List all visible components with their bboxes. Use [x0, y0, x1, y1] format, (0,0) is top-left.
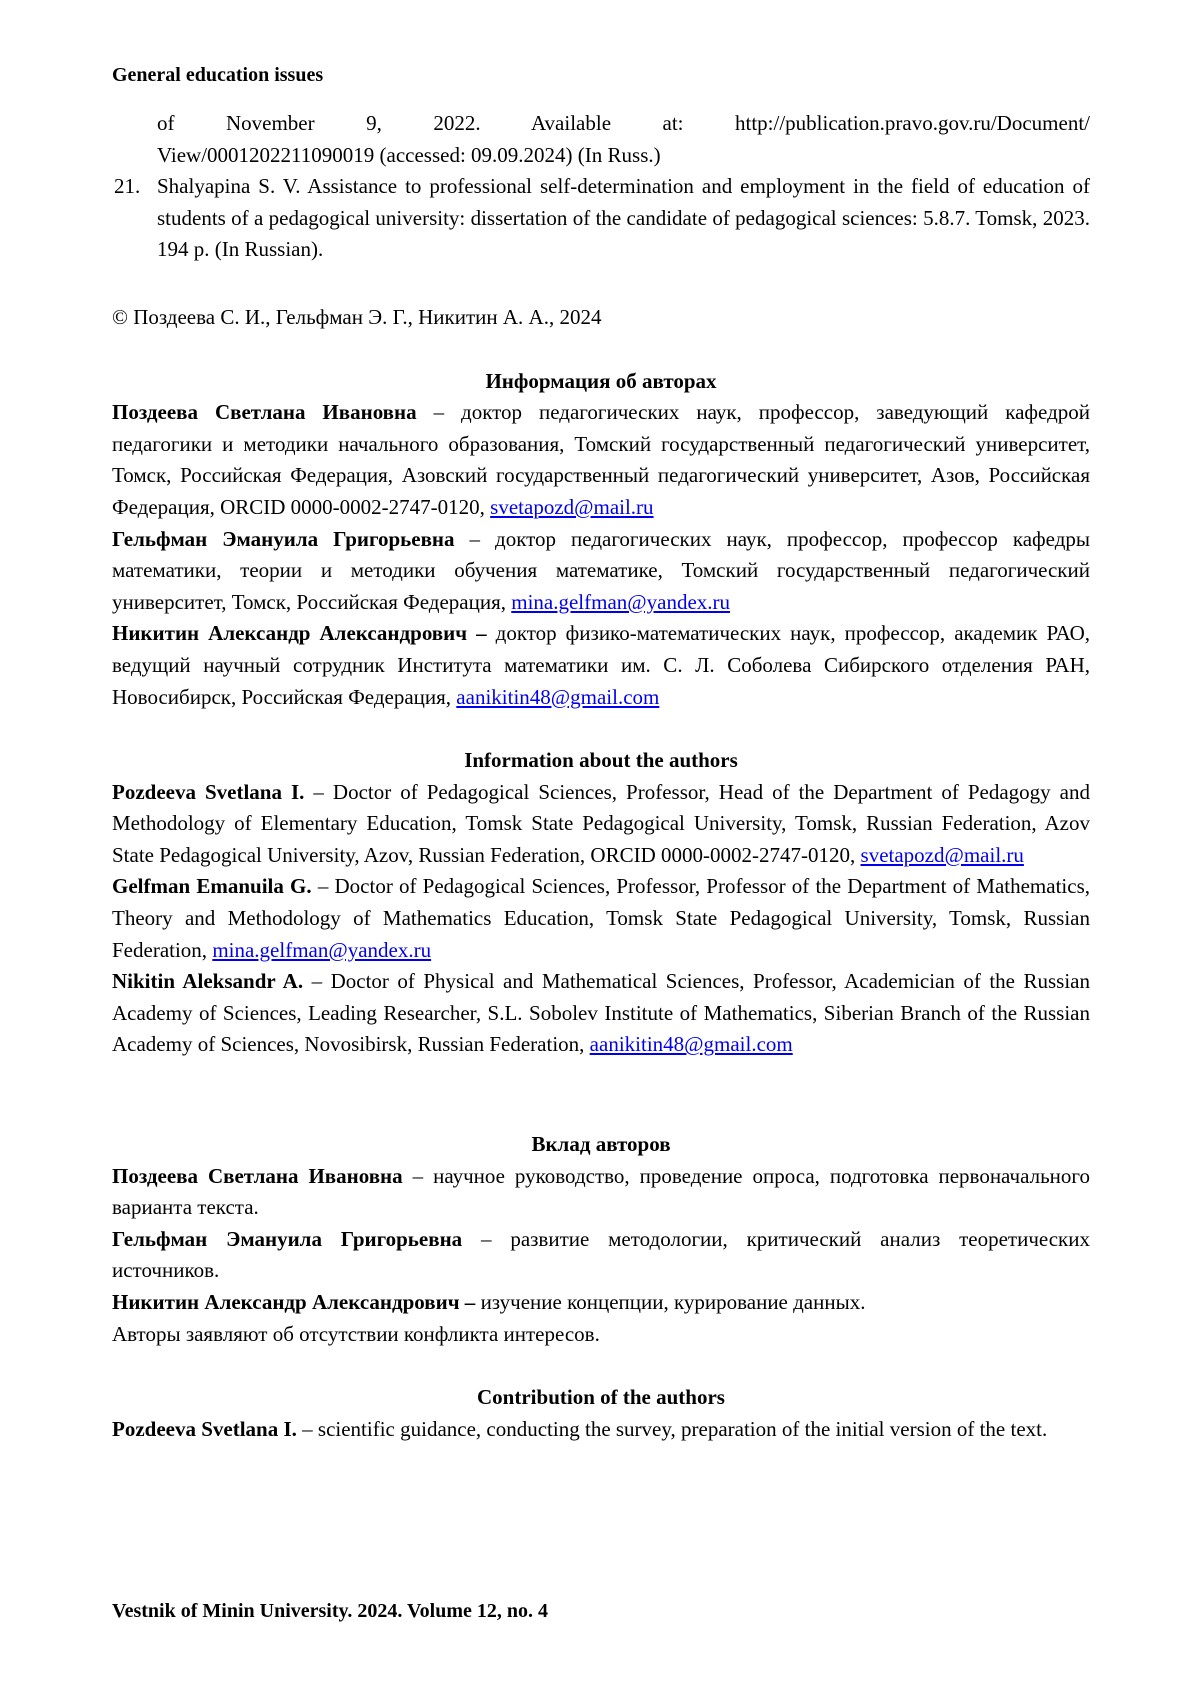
author-info-en-pozdeeva: [112, 777, 1090, 872]
author-info-en-nikitin: [112, 966, 1090, 1061]
contrib-en-pozdeeva: [112, 1414, 1090, 1446]
contrib-name-ru-nikitin: Никитин Александр Александрович –: [112, 1290, 476, 1314]
reference-continuation-line1: of November 9, 2022. Available at: http://publication.pravo.gov.ru/Document/: [157, 111, 1090, 135]
author-name-en-gelfman: Gelfman Emanuila G.: [112, 874, 312, 899]
author-name-ru-nikitin: Никитин Александр Александрович –: [112, 621, 487, 646]
references-list: [112, 108, 1090, 266]
author-details-en-pozdeeva: – Doctor of Pedagogical Sciences, Professor, Head of the Department of Pedagogy and Methodology of Elementary Education, Tomsk State Pedagogical University, Tomsk, Russian Federation, Azov State Pedagogical University, Azov, Russian Federation, ORCID 0000-0002-2747-0120,: [112, 779, 1090, 867]
author-name-en-nikitin: Nikitin Aleksandr A.: [112, 969, 304, 994]
author-details-en-nikitin: – Doctor of Physical and Mathematical Sciences, Professor, Academician of the Russian Academy of Sciences, Leading Researcher, S.L. Sobolev Institute of Mathematics, Siberian Branch of the Russian Academy of Sciences, Novosibirsk, Russian Federation,: [112, 969, 1091, 1057]
page-header-label: General education issues: [112, 64, 324, 86]
author-info-ru-pozdeeva: [112, 397, 1090, 523]
copyright-line: © Поздеева С. И., Гельфман Э. Г., Никитин А. А., 2024: [112, 304, 602, 329]
heading-info-ru: Информация об авторах: [485, 368, 717, 393]
author-name-en-pozdeeva: Pozdeeva Svetlana I.: [112, 779, 305, 804]
email-link-pozdeeva-ru[interactable]: svetapozd@mail.ru: [490, 494, 654, 519]
reference-number: 21.: [114, 174, 141, 199]
contrib-ru-gelfman: [112, 1224, 1090, 1287]
heading-contrib-ru: Вклад авторов: [531, 1132, 671, 1157]
email-link-nikitin-ru[interactable]: aanikitin48@gmail.com: [456, 684, 660, 709]
reference-continuation: [112, 108, 1090, 171]
journal-footer: Vestnik of Minin University. 2024. Volume 12, no. 4: [112, 1600, 548, 1622]
heading-info-en: Information about the authors: [464, 748, 738, 773]
author-details-ru-nikitin: доктор физико-математических наук, профессор, академик РАО, ведущий научный сотрудник Института математики им. С. Л. Соболева Сибирского отделения РАН, Новосибирск, Российская Федерация,: [112, 621, 1091, 709]
author-details-ru-pozdeeva: – доктор педагогических наук, профессор, заведующий кафедрой педагогики и методики начального образования, Томский государственный педагогический университет, Томск, Российская Федерация, Азовский государственный педагогический университет, Азов, Российская Федерация, ORCID 0000-0002-2747-0120,: [112, 400, 1090, 519]
author-info-ru-gelfman: [112, 524, 1090, 619]
email-link-nikitin-en[interactable]: aanikitin48@gmail.com: [589, 1032, 793, 1057]
contrib-name-ru-gelfman: Гельфман Эмануила Григорьевна: [112, 1226, 463, 1251]
contrib-ru-nikitin: [112, 1287, 1090, 1319]
email-link-gelfman-en[interactable]: mina.gelfman@yandex.ru: [212, 937, 432, 962]
contrib-name-ru-pozdeeva: Поздеева Светлана Ивановна: [112, 1163, 403, 1188]
email-link-gelfman-ru[interactable]: mina.gelfman@yandex.ru: [511, 589, 731, 614]
contrib-text-en-pozdeeva: – scientific guidance, conducting the survey, preparation of the initial version of the text.: [296, 1416, 1048, 1441]
reference-item-21: [112, 171, 1090, 266]
contrib-name-en-pozdeeva: Pozdeeva Svetlana I.: [112, 1416, 297, 1441]
reference-text: Shalyapina S. V. Assistance to professional self-determination and employment in the field of education of students of a pedagogical university: dissertation of the candidate of pedagogical sciences: 5.8.7. Tomsk, 2023. 194 p. (In Russian).: [157, 174, 1090, 262]
author-details-en-gelfman: – Doctor of Pedagogical Sciences, Professor, Professor of the Department of Mathematics, Theory and Methodology of Mathematics Education, Tomsk State Pedagogical University, Tomsk, Russian Federation,: [112, 874, 1090, 962]
contrib-ru-pozdeeva: [112, 1161, 1090, 1224]
contrib-text-ru-pozdeeva: – научное руководство, проведение опроса, подготовка первоначального варианта текста.: [112, 1163, 1090, 1220]
contrib-text-ru-nikitin: изучение концепции, курирование данных.: [475, 1290, 866, 1314]
author-name-ru-gelfman: Гельфман Эмануила Григорьевна: [112, 526, 455, 551]
author-details-ru-gelfman: – доктор педагогических наук, профессор, профессор кафедры математики, теории и методики обучения математике, Томский государственный педагогический университет, Томск, Российская Федерация,: [112, 526, 1090, 614]
conflict-statement: Авторы заявляют об отсутствии конфликта интересов.: [112, 1321, 600, 1346]
reference-continuation-line2: View/0001202211090019 (accessed: 09.09.2024) (In Russ.): [157, 142, 661, 167]
email-link-pozdeeva-en[interactable]: svetapozd@mail.ru: [860, 842, 1024, 867]
heading-contrib-en: Contribution of the authors: [477, 1385, 725, 1410]
author-name-ru-pozdeeva: Поздеева Светлана Ивановна: [112, 400, 417, 425]
author-info-ru-nikitin: [112, 618, 1090, 713]
contrib-text-ru-gelfman: – развитие методологии, критический анализ теоретических источников.: [112, 1226, 1090, 1283]
author-info-en-gelfman: [112, 871, 1090, 966]
